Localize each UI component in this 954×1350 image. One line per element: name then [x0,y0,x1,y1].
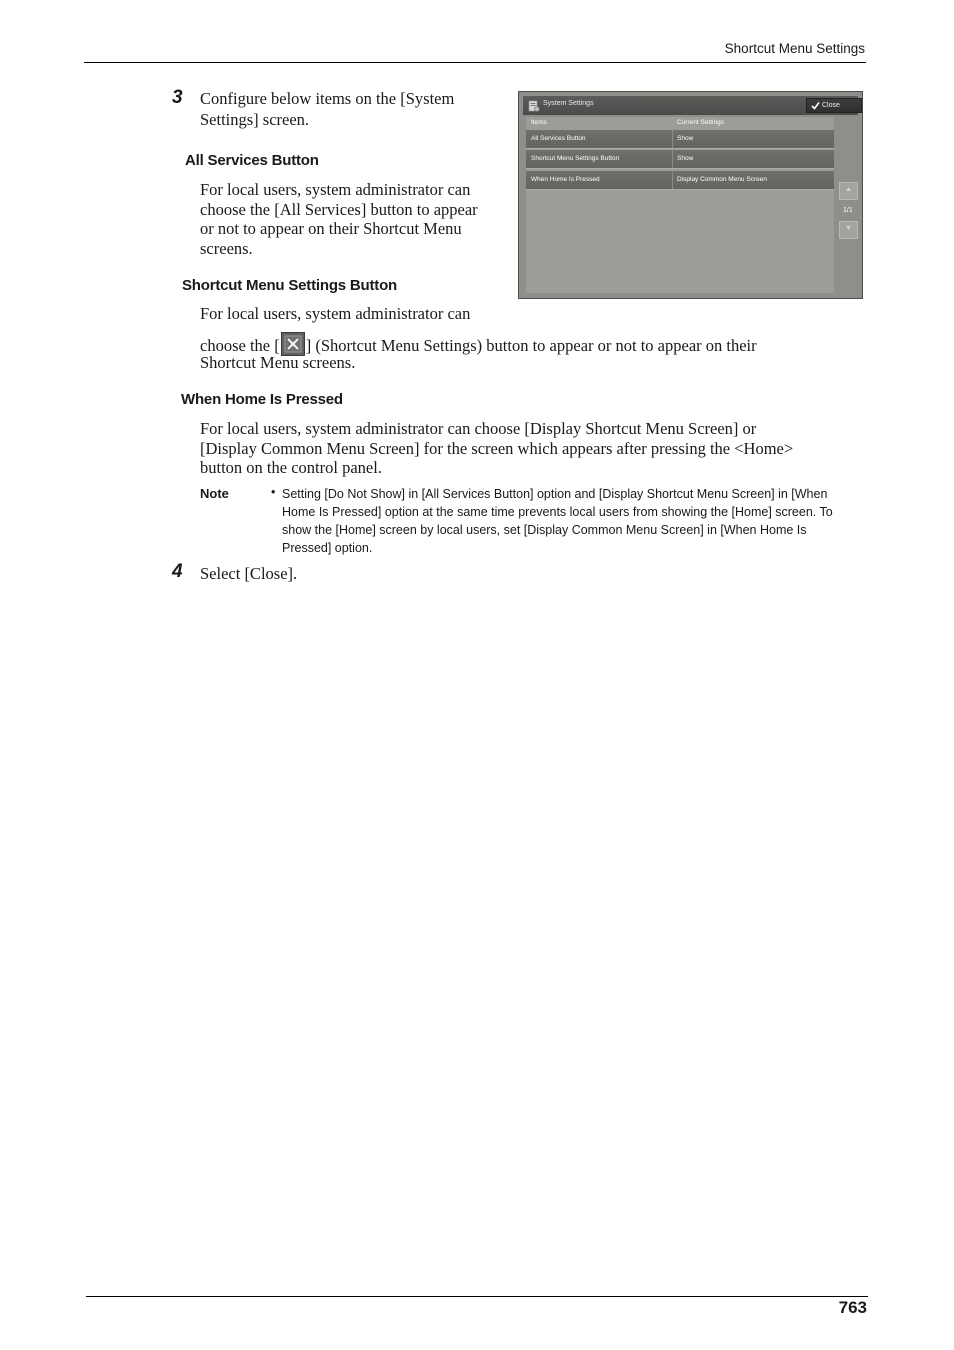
when-home-heading: When Home Is Pressed [181,391,343,408]
note-line-3: show the [Home] screen by local users, set [Display Common Menu Screen] in [When Home Is [282,523,807,537]
row-value: Show [677,155,694,162]
column-header-current-settings: Current Settings [677,119,724,126]
row-item: All Services Button [531,135,586,142]
step-4-number: 4 [172,561,183,582]
table-header [526,117,834,129]
all-services-line-1: For local users, system administrator can [200,180,471,199]
scroll-up-button[interactable] [839,182,858,200]
all-services-line-3: or not to appear on their Shortcut Menu [200,219,462,238]
step-4-text: Select [Close]. [200,564,298,583]
table-row-all-services[interactable] [526,130,834,149]
step-3-line-1: Configure below items on the [System [200,89,455,108]
note-line-2: Home Is Pressed] option at the same time prevents local users from showing the [Home] screen. To [282,505,833,519]
header-rule [84,62,866,63]
shortcut-menu-heading: Shortcut Menu Settings Button [182,277,398,294]
scroll-down-button[interactable] [839,221,858,239]
checkmark-icon [811,101,820,112]
column-header-items: Items [531,119,547,126]
shortcut-menu-line-2-before: choose the [ [200,336,280,355]
when-home-paragraph [200,419,793,478]
triangle-up-icon: ▲ [845,186,852,193]
all-services-heading: All Services Button [185,152,319,169]
shortcut-menu-line-2-after: ] (Shortcut Menu Settings) button to appear or not to appear on their [305,336,757,355]
row-item: When Home Is Pressed [531,176,600,183]
note-line-1: Setting [Do Not Show] in [All Services Button] option and [Display Shortcut Menu Screen] in [When [282,487,828,501]
page-number: 763 [838,1298,867,1317]
row-value: Show [677,135,694,142]
shortcut-menu-line-3: Shortcut Menu screens. [200,353,356,372]
step-3-text [200,88,454,130]
when-home-line-3: button on the control panel. [200,458,382,477]
footer-rule [86,1296,868,1297]
shortcut-menu-line-1: For local users, system administrator can [200,304,471,323]
page-indicator: 1/1 [843,207,853,214]
when-home-line-1: For local users, system administrator can choose [Display Shortcut Menu Screen] or [200,419,757,438]
close-button[interactable] [806,98,862,113]
system-settings-screenshot [518,91,863,299]
running-header: Shortcut Menu Settings [724,41,865,56]
close-button-label: Close [822,102,840,109]
row-divider [672,150,673,168]
row-item: Shortcut Menu Settings Button [531,155,620,162]
when-home-line-2: [Display Common Menu Screen] for the screen which appears after pressing the <Home> [200,438,794,458]
table-row-when-home-pressed[interactable] [526,171,834,190]
screen-titlebar [523,96,858,115]
triangle-down-icon: ▼ [845,225,852,232]
step-3-number: 3 [172,87,183,108]
system-settings-icon [528,99,540,117]
settings-table [526,117,834,293]
row-divider [672,130,673,148]
all-services-line-2: choose the [All Services] button to appear [200,199,478,219]
note-text [282,485,862,557]
row-value: Display Common Menu Screen [677,176,767,183]
note-label: Note [200,486,229,501]
all-services-line-4: screens. [200,238,253,258]
step-3-line-2: Settings] screen. [200,110,310,129]
note-line-4: Pressed] option. [282,541,373,555]
table-row-shortcut-menu-settings[interactable] [526,150,834,169]
row-divider [672,171,673,189]
note-bullet: • [271,485,276,499]
all-services-paragraph [200,180,478,258]
screen-title: System Settings [543,100,594,107]
